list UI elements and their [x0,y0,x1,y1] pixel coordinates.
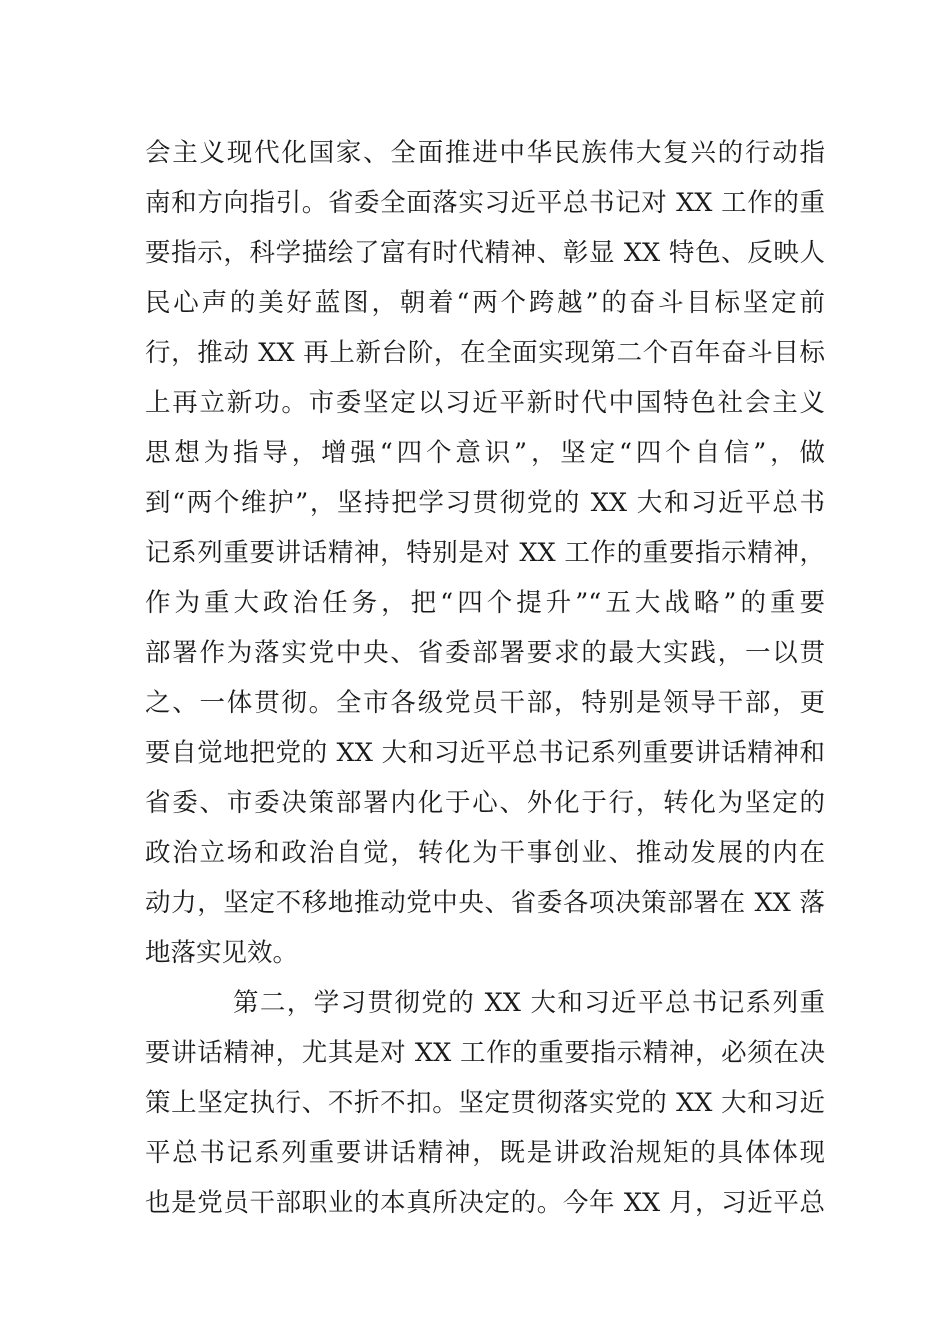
text-line: 行，推动 XX 再上新台阶，在全面实现第二个百年奋斗目标 [145,338,825,368]
text-line: 思想为指导，增强“四个意识”，坚定“四个自信”，做 [145,438,825,468]
text-line: 要自觉地把党的 XX 大和习近平总书记系列重要讲话精神和 [145,738,825,768]
text-line: 作为重大政治任务，把“四个提升”“五大战略”的重要 [145,588,825,618]
text-line: 要指示，科学描绘了富有时代精神、彰显 XX 特色、反映人 [145,238,825,268]
body-text [145,128,825,1228]
paragraph-end-line: 地落实见效。 [145,938,299,968]
text-line: 会主义现代化国家、全面推进中华民族伟大复兴的行动指 [145,138,825,168]
text-line: 要讲话精神，尤其是对 XX 工作的重要指示精神，必须在决 [145,1038,825,1068]
text-line: 民心声的美好蓝图，朝着“两个跨越”的奋斗目标坚定前 [145,288,825,318]
text-line: 到“两个维护”，坚持把学习贯彻党的 XX 大和习近平总书 [145,488,825,518]
text-line: 动力，坚定不移地推动党中央、省委各项决策部署在 XX 落 [145,888,825,918]
text-line: 上再立新功。市委坚定以习近平新时代中国特色社会主义 [145,388,825,418]
text-line: 南和方向指引。省委全面落实习近平总书记对 XX 工作的重 [145,188,825,218]
text-line: 部署作为落实党中央、省委部署要求的最大实践，一以贯 [145,638,825,668]
text-line: 记系列重要讲话精神，特别是对 XX 工作的重要指示精神， [145,538,825,568]
paragraph-first-line: 第二，学习贯彻党的 XX 大和习近平总书记系列重 [233,988,825,1018]
text-line: 政治立场和政治自觉，转化为干事创业、推动发展的内在 [145,838,825,868]
text-line: 也是党员干部职业的本真所决定的。今年 XX 月，习近平总 [145,1188,825,1218]
text-line: 策上坚定执行、不折不扣。坚定贯彻落实党的 XX 大和习近 [145,1088,825,1118]
text-line: 省委、市委决策部署内化于心、外化于行，转化为坚定的 [145,788,825,818]
text-line: 平总书记系列重要讲话精神，既是讲政治规矩的具体体现 [145,1138,825,1168]
text-line: 之、一体贯彻。全市各级党员干部，特别是领导干部，更 [145,688,825,718]
